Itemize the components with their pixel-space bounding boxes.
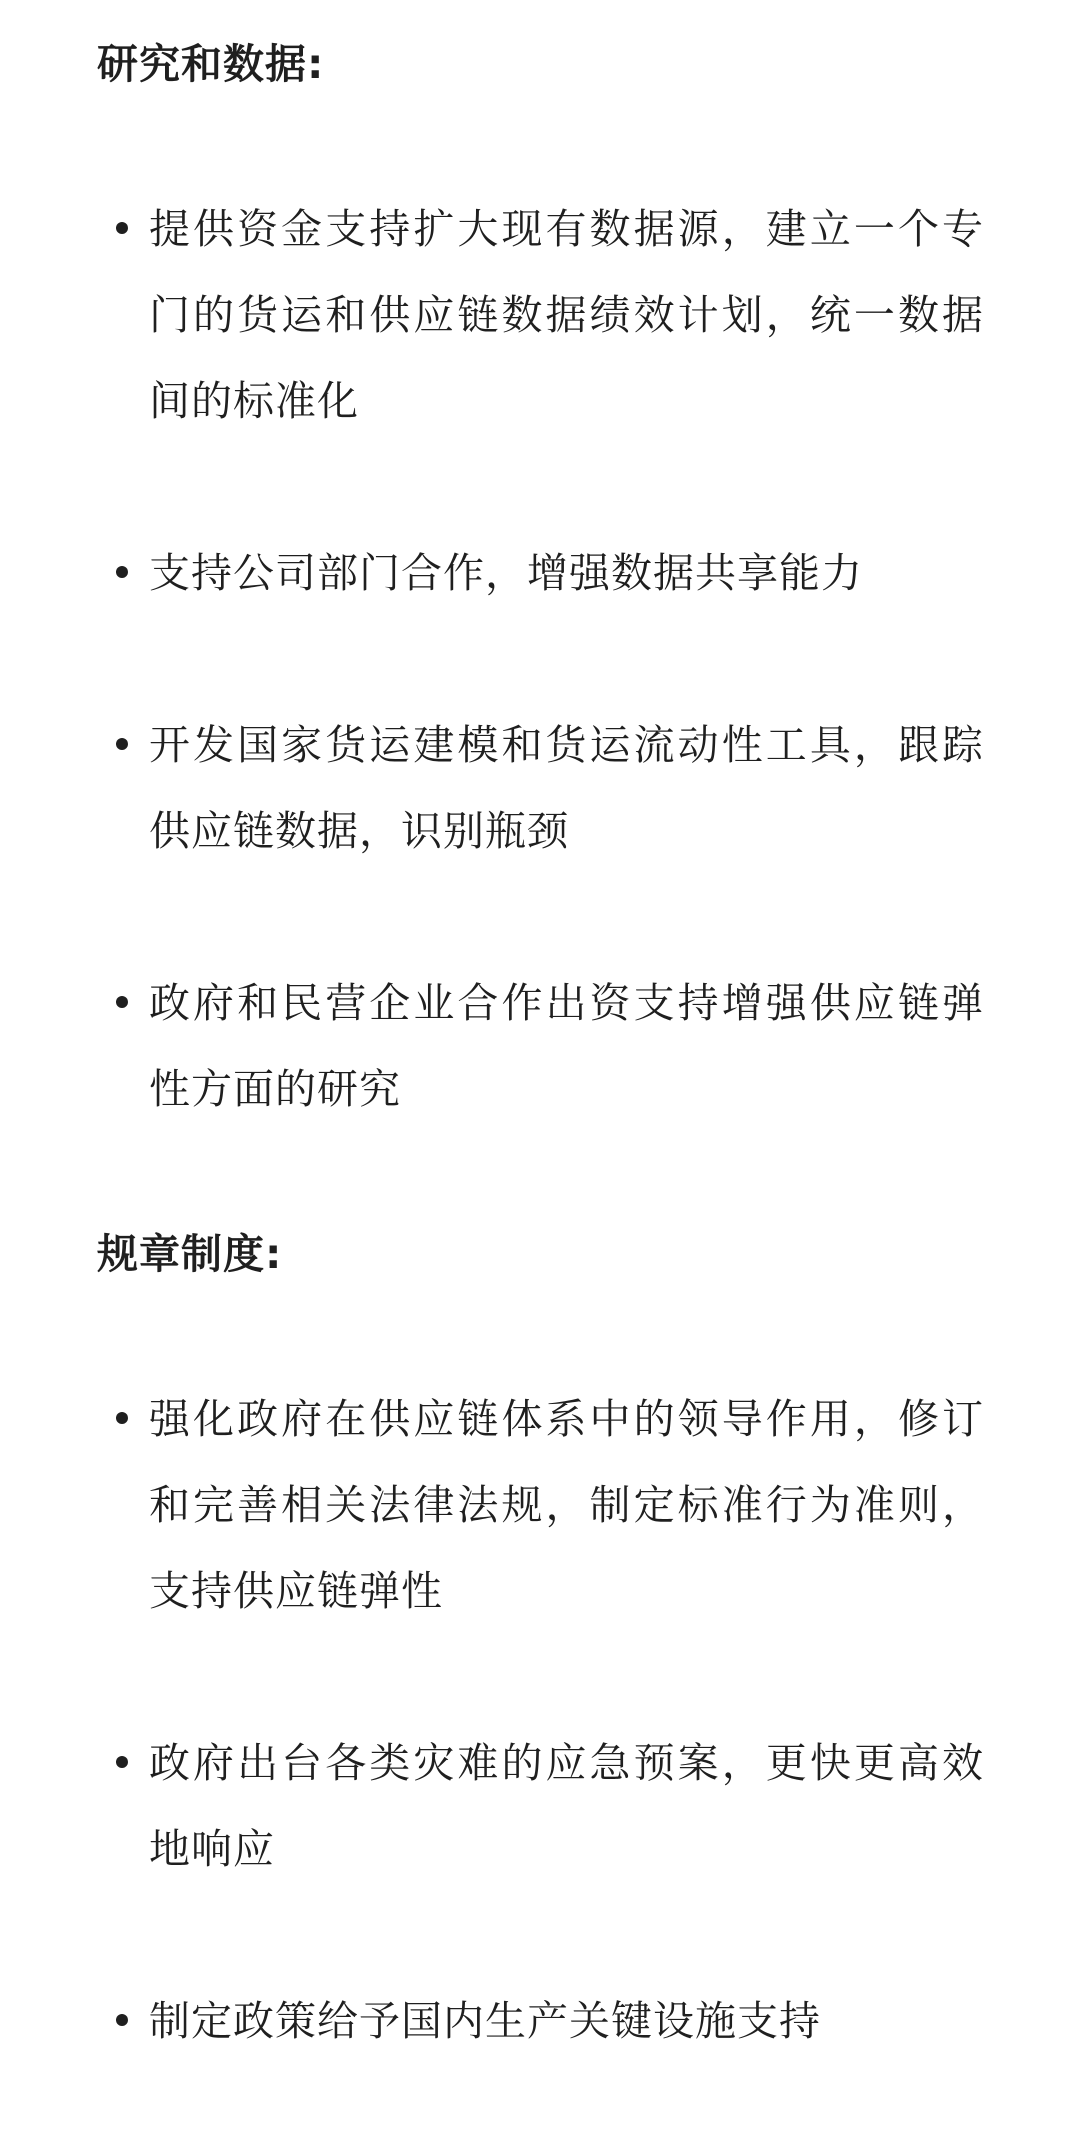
list-item-text: 提供资金支持扩大现有数据源，建立一个专门的货运和供应链数据绩效计划，统一数据间的标准化 [149, 205, 984, 425]
bullet-icon [116, 738, 128, 750]
list-item-text: 制定政策给予国内生产关键设施支持 [149, 1997, 821, 2045]
list-item-text: 支持公司部门合作，增强数据共享能力 [149, 549, 863, 597]
bullet-icon [116, 2014, 128, 2026]
bullet-icon [116, 1412, 128, 1424]
list-item [97, 186, 984, 444]
section-heading-research-data: 研究和数据: [97, 40, 325, 88]
list-item [97, 1376, 984, 1634]
bullet-icon [116, 566, 128, 578]
regulations-list [97, 1376, 984, 2064]
list-item-text: 政府出台各类灾难的应急预案，更快更高效地响应 [149, 1739, 984, 1873]
list-item [97, 1978, 984, 2064]
list-item [97, 1720, 984, 1892]
list-item-text: 强化政府在供应链体系中的领导作用，修订和完善相关法律法规，制定标准行为准则，支持供应链弹性 [149, 1395, 984, 1615]
list-item [97, 530, 984, 616]
list-item [97, 960, 984, 1132]
bullet-icon [116, 996, 128, 1008]
bullet-icon [116, 222, 128, 234]
bullet-icon [116, 1756, 128, 1768]
list-item [97, 702, 984, 874]
list-item-text: 开发国家货运建模和货运流动性工具，跟踪供应链数据，识别瓶颈 [149, 721, 984, 855]
section-heading-regulations: 规章制度: [97, 1230, 283, 1278]
list-item-text: 政府和民营企业合作出资支持增强供应链弹性方面的研究 [149, 979, 984, 1113]
research-data-list [97, 186, 984, 1132]
